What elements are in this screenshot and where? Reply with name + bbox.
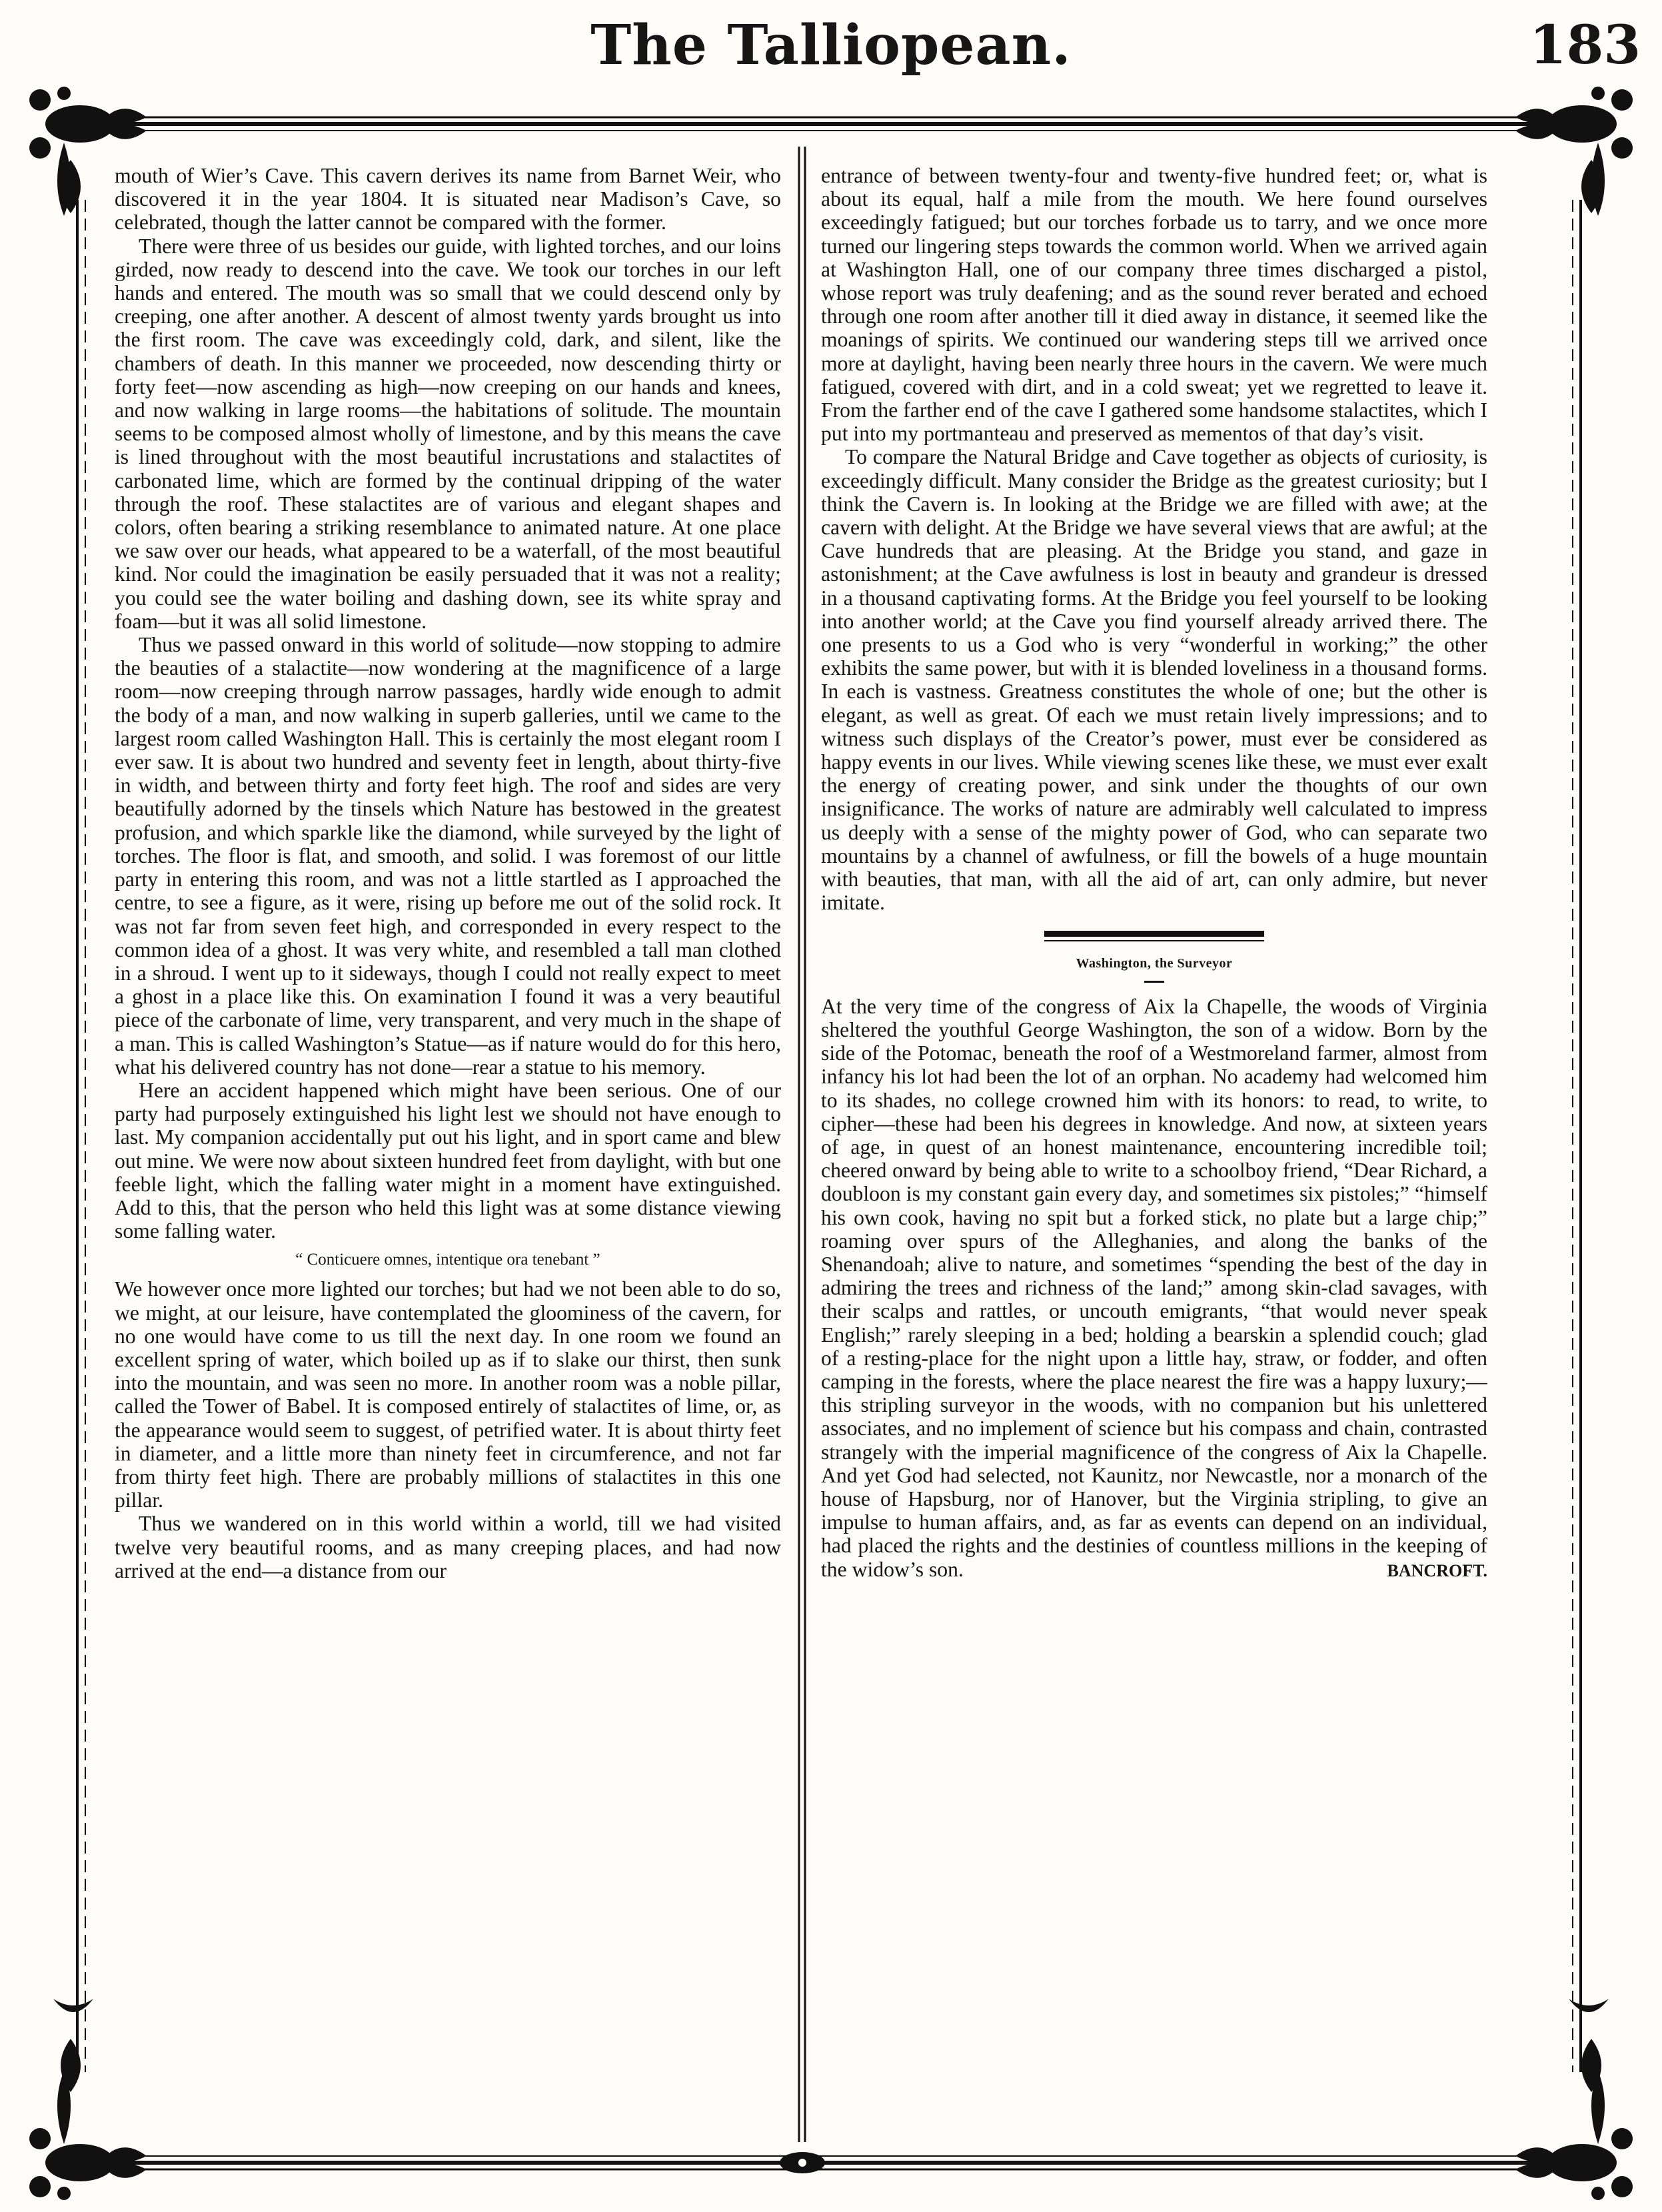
paragraph-return: entrance of between twenty-four and twenty-five hundred feet; or, what is about its equal, half a mile from the mouth. We here found ourselves exceedingly fatigued; but our torches forbade us to tarry, and we once more turned our lingering steps towards the common world. When we arrived again at Washington Hall, one of our company three times discharged a pistol, whose report was truly deafening; and as the sound rever berated and echoed through one room after another till it died away in distance, it seemed like the moanings of spirits. We continued our wandering steps till we arrived once more at daylight, having been nearly three hours in the cavern. We were much fatigued, covered with dirt, and in a cold sweat; yet we regretted to leave it. From the farther end of the cave I gathered some handsome stalactites, which I put into my portmanteau and preserved as mementos of that day’s visit. [821,164,1487,446]
paragraph-torches-relit: We however once more lighted our torches; but had we not been able to do so, we might, at our leisure, have contemplated the gloominess of the cavern, for no one would have come to us till the next day. In one room we found an excellent spring of water, which boiled up as if to slake our thirst, then sunk into the mountain, and was seen no more. In another room was a noble pillar, called the Tower of Babel. It is composed entirely of stalactites of lime, or, as the appearance would seem to suggest, of petrified water. It is about thirty feet in diameter, and a little more than ninety feet in circumference, and not far from thirty feet high. There are probably millions of stalactites in this one pillar. [115,1277,781,1512]
side-flourish-left [53,160,93,2092]
paragraph-washington-surveyor: At the very time of the congress of Aix la Chapelle, the woods of Virginia sheltered the youthful George Washington, the son of a widow. Born by the side of the Potomac, beneath the roof of a Westmoreland farmer, almost from infancy his lot had been the lot of an orphan. No academy had welcomed him to its shades, no college crowned him with its honors: to read, to write, to cipher—these had been his degrees in knowledge. And now, at sixteen years of age, in quest of an honest maintenance, encountering incredible toil; cheered onward by being able to write to a schoolboy friend, “Dear Richard, a doubloon is my constant gain every day, and sometimes six pistoles;” “himself his own cook, having no spit but a forked stick, no plate but a large chip;” roaming over spurs of the Alleghanies, and along the banks of the Shenandoah; alive to nature, and sometimes “spending the best of the day in admiring the trees and richness of the land;” among skin-clad savages, with their scalps and rattles, or uncouth emigrants, “that would never speak English;” rarely sleeping in a bed; holding a bearskin a splendid couch; glad of a resting-place for the night upon a little hay, straw, or fodder, and often camping in the forests, where the place nearest the fire was a happy luxury;—this stripling surveyor in the woods, with no companion but his unlettered associates, and no implement of science but his compass and chain, contrasted strangely with the imperial magnificence of the congress of Aix la Chapelle. And yet God had selected, not Kaunitz, nor Newcastle, nor a monarch of the house of Hapsburg, nor of Hanover, but the Virginia stripling, to give an impulse to human affairs, and, as far as events can depend on an individual, had placed the rights and the destinies of countless millions in the keeping of the widow’s son. [821,994,1487,1581]
newspaper-title: The Talliopean. [590,13,1072,77]
left-column [115,164,781,2139]
paragraph-cave-intro: mouth of Wier’s Cave. This cavern derives its name from Barnet Weir, who discovered it in the year 1804. It is situated near Madison’s Cave, so celebrated, though the latter cannot be compared with the former. [115,164,781,235]
paragraph-twelve-rooms: Thus we wandered on in this world within a world, till we had visited twelve very beautiful rooms, and as many creeping places, and had now arrived at the end—a distance from our [115,1512,781,1582]
section-divider [821,931,1487,941]
author-signature: BANCROFT. [1387,1560,1487,1580]
paragraph-descent: There were three of us besides our guide, with lighted torches, and our loins girded, now ready to descend into the cave. We took our torches in our left hands and entered. The mouth was so small that we could descend only by creeping, one after another. A descent of almost twenty yards brought us into the first room. The cave was exceedingly cold, dark, and silent, like the chambers of death. In this manner we proceeded, now descending thirty or forty feet—now ascending as high—now creeping on our hands and knees, and now walking in large rooms—the habitations of solitude. The mountain seems to be composed almost wholly of limestone, and by this means the cave is lined throughout with the most beautiful incrustations and stalactites of carbonated lime, which are formed by the continual dripping of the water through the roof. These stalactites are of various and elegant shapes and colors, often bearing a striking resemblance to animated nature. At one place we saw over our heads, what appeared to be a waterfall, of the most beautiful kind. Nor could the imagination be easily persuaded that it was not a reality; you could see the water boiling and dashing down, see its white spray and foam—but it was all solid limestone. [115,234,781,633]
right-column [821,164,1487,2139]
bottom-center-ornament [780,2152,825,2173]
paragraph-comparison: To compare the Natural Bridge and Cave together as objects of curiosity, is exceedingly difficult. Many consider the Bridge as the greatest curiosity; but I think the Cavern is. In looking at the Bridge we are filled with awe; at the cavern with delight. At the Bridge we have several views that are awful; at the Cave hundreds that are pleasing. At the Bridge you stand, and gaze in astonishment; at the Cave awfulness is lost in beauty and grandeur is dressed in a thousand captivating forms. At the Bridge you feel yourself to be looking into another world; at the Cave you find yourself already arrived there. The one presents to us a God who is very “wonderful in working;” the other exhibits the same power, but with it is blended loveliness in a thousand forms. In each is vastness. Greatness constitutes the whole of one; but the other is elegant, as well as great. Of each we must retain lively impressions; and to witness such displays of the Creator’s power, must ever be considered as happy events in our lives. While viewing scenes like these, we must ever exalt the energy of creating power, and sink under the thoughts of our own insignificance. The works of nature are admirably well calculated to impress us deeply with a sense of the mighty power of God, who can separate two mountains by a channel of awfulness, or fill the bowels of a huge mountain with beauties, that man, with all the aid of art, can only admire, but never imitate. [821,445,1487,915]
section-title: Washington, the Surveyor [1076,955,1233,971]
corner-ornament-bottom-right [1515,2071,1633,2200]
page-number: 183 [1529,13,1641,76]
paragraph-accident: Here an accident happened which might have been serious. One of our party had purposely extinguished his light lest we should not have enough to last. My companion accidentally put out his light, and in sport came and blew out mine. We were now about sixteen hundred feet from daylight, with but one feeble light, which the falling water might in a moment have extinguished. Add to this, that the person who held this light was at some distance viewing some falling water. [115,1078,781,1243]
side-flourish-right [1569,160,1609,2092]
paragraph-washington-hall: Thus we passed onward in this world of solitude—now stopping to admire the beauties of a stalactite—now wondering at the magnificence of a large room—now creeping through narrow passages, hardly wide enough to admit the body of a man, and now walking in superb galleries, until we came to the largest room called Washington Hall. This is certainly the most elegant room I ever saw. It is about two hundred and seventy feet in length, about thirty-five in width, and between thirty and forty feet high. The roof and sides are very beautifully adorned by the tinsels which Nature has bestowed in the greatest profusion, and which sparkle like the diamond, while surveyed by the light of torches. The floor is flat, and smooth, and solid. I was foremost of our little party in entering this room, and was not a little startled as I approached the centre, to see a figure, as it were, rising up before me out of the solid rock. It was not far from seven feet high, and corresponded in every respect to the common idea of a ghost. It was very white, and resembled a tall man clothed in a shroud. I went up to it sideways, though I could not really expect to meet a ghost in a place like this. On examination I found it was a very beautiful piece of the carbonate of lime, very transparent, and very much in the shape of a man. This is called Washington’s Statue—as if nature would do for this hero, what his delivered country has not done—rear a statue to his memory. [115,633,781,1079]
latin-quote: “ Conticuere omnes, intentique ora tenebant ” [295,1251,600,1269]
masthead [0,9,1662,89]
corner-ornament-top-right [1515,87,1633,216]
title-dash [1144,981,1164,983]
